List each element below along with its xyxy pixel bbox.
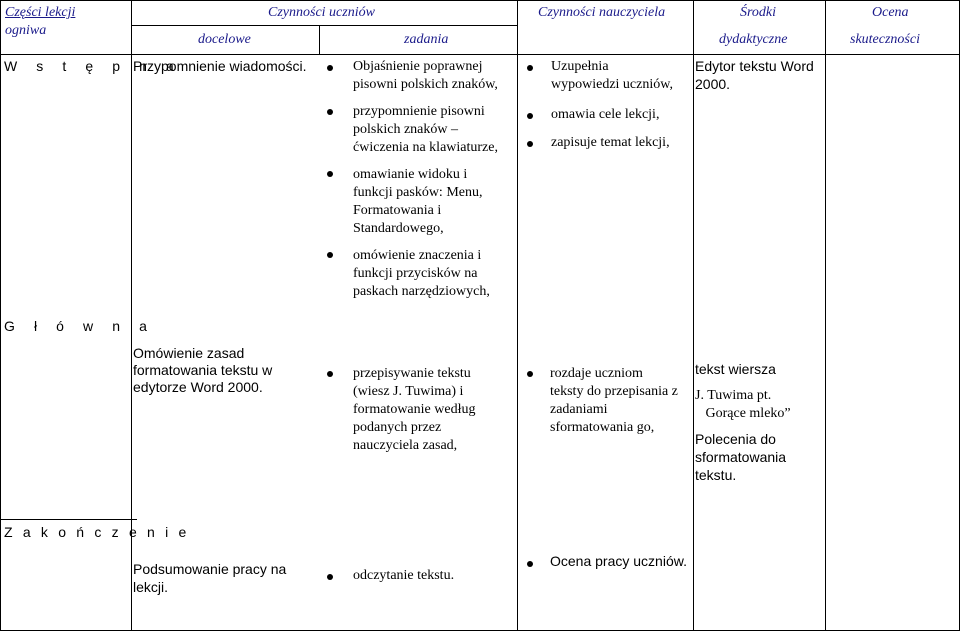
header-eval-line2: skuteczności bbox=[850, 32, 920, 47]
header-students-title: Czynności uczniów bbox=[268, 5, 375, 20]
wstepna-zadanie-2-line3: ćwiczenia na klawiaturze, bbox=[353, 140, 498, 155]
wstepna-zadanie-2-line1: przypomnienie pisowni bbox=[353, 104, 485, 119]
table-left-border bbox=[0, 0, 1, 631]
wstepna-zadanie-1-line1: Objaśnienie poprawnej bbox=[353, 59, 483, 74]
table-top-border bbox=[0, 0, 960, 1]
glowna-srodki-line1: tekst wiersza bbox=[695, 361, 776, 377]
bullet-icon bbox=[327, 65, 333, 71]
glowna-docelowe-line2: formatowania tekstu w bbox=[133, 362, 273, 378]
col-divider-5 bbox=[825, 0, 826, 631]
wstepna-zadanie-2-line2: polskich znaków – bbox=[353, 122, 458, 137]
wstepna-zadanie-4-line1: omówienie znaczenia i bbox=[353, 248, 482, 263]
col-divider-4 bbox=[693, 0, 694, 631]
glowna-docelowe-line3: edytorze Word 2000. bbox=[133, 379, 263, 395]
header-means-line2: dydaktyczne bbox=[719, 32, 788, 47]
glowna-nauczyciel-line3: zadaniami bbox=[550, 402, 608, 417]
header-sub-zadania: zadania bbox=[404, 32, 449, 47]
zakonczenie-docelowe-line2: lekcji. bbox=[133, 579, 169, 595]
header-col-parts-line2: ogniwa bbox=[5, 23, 47, 38]
wstepna-srodki-line1: Edytor tekstu Word bbox=[695, 58, 814, 74]
glowna-nauczyciel-line1: rozdaje uczniom bbox=[550, 366, 643, 381]
bullet-icon bbox=[327, 109, 333, 115]
bullet-icon bbox=[527, 561, 533, 567]
wstepna-srodki-line2: 2000. bbox=[695, 76, 731, 92]
zakonczenie-zadanie: odczytanie tekstu. bbox=[353, 568, 455, 583]
wstepna-nauczyciel-2: omawia cele lekcji, bbox=[551, 107, 660, 122]
glowna-zadanie-line2: (wiesz J. Tuwima) i bbox=[353, 384, 464, 399]
section-divider-zakonczenie bbox=[0, 519, 137, 520]
glowna-nauczyciel-line4: sformatowania go, bbox=[550, 420, 655, 435]
glowna-srodki-line5: sformatowania bbox=[695, 449, 787, 465]
bullet-icon bbox=[327, 171, 333, 177]
wstepna-nauczyciel-3: zapisuje temat lekcji, bbox=[551, 135, 670, 150]
wstepna-nauczyciel-1-line1: Uzupełnia bbox=[551, 59, 609, 74]
glowna-nauczyciel-line2: teksty do przepisania z bbox=[550, 384, 678, 399]
glowna-zadanie-line5: nauczyciela zasad, bbox=[353, 438, 458, 453]
bullet-icon bbox=[527, 65, 533, 71]
glowna-zadanie-line1: przepisywanie tekstu bbox=[353, 366, 471, 381]
section-label-zakonczenie: Z a k o ń c z e n i e bbox=[4, 524, 190, 540]
wstepna-docelowe: Przypomnienie wiadomości. bbox=[133, 58, 307, 74]
wstepna-zadanie-4-line2: funkcji przycisków na bbox=[353, 266, 478, 281]
header-subdivider bbox=[131, 25, 517, 26]
header-bottom-border bbox=[0, 54, 960, 55]
wstepna-zadanie-3-line2: funkcji pasków: Menu, bbox=[353, 185, 483, 200]
wstepna-zadanie-3-line1: omawianie widoku i bbox=[353, 167, 468, 182]
bullet-icon bbox=[327, 371, 333, 377]
bullet-icon bbox=[527, 371, 533, 377]
section-label-wstepna: W s t ę p n a bbox=[4, 58, 182, 74]
glowna-srodki-line2: J. Tuwima pt. bbox=[695, 388, 772, 403]
bullet-icon bbox=[327, 574, 333, 580]
glowna-srodki-line3: Gorące mleko” bbox=[695, 406, 791, 421]
zakonczenie-docelowe-line1: Podsumowanie pracy na bbox=[133, 561, 287, 577]
col-divider-header-mid bbox=[319, 25, 320, 55]
wstepna-zadanie-4-line3: paskach narzędziowych, bbox=[353, 284, 490, 299]
glowna-srodki-line4: Polecenia do bbox=[695, 431, 776, 447]
header-means-line1: Środki bbox=[740, 5, 777, 20]
wstepna-zadanie-3-line4: Standardowego, bbox=[353, 221, 444, 236]
wstepna-nauczyciel-1-line2: wypowiedzi uczniów, bbox=[551, 77, 673, 92]
glowna-zadanie-line3: formatowanie według bbox=[353, 402, 476, 417]
header-col-parts-line1: Części lekcji bbox=[5, 5, 76, 20]
header-sub-docelowe: docelowe bbox=[198, 32, 251, 47]
wstepna-zadanie-1-line2: pisowni polskich znaków, bbox=[353, 77, 498, 92]
bullet-icon bbox=[527, 113, 533, 119]
glowna-srodki-line6: tekstu. bbox=[695, 467, 737, 483]
bullet-icon bbox=[527, 141, 533, 147]
bullet-icon bbox=[327, 252, 333, 258]
glowna-docelowe-line1: Omówienie zasad bbox=[133, 345, 245, 361]
zakonczenie-nauczyciel: Ocena pracy uczniów. bbox=[550, 553, 687, 569]
glowna-zadanie-line4: podanych przez bbox=[353, 420, 442, 435]
header-teacher-title: Czynności nauczyciela bbox=[538, 5, 666, 20]
header-eval-line1: Ocena bbox=[872, 5, 909, 20]
col-divider-3 bbox=[517, 0, 518, 631]
section-label-glowna: G ł ó w n a bbox=[4, 318, 155, 334]
wstepna-zadanie-3-line3: Formatowania i bbox=[353, 203, 442, 218]
